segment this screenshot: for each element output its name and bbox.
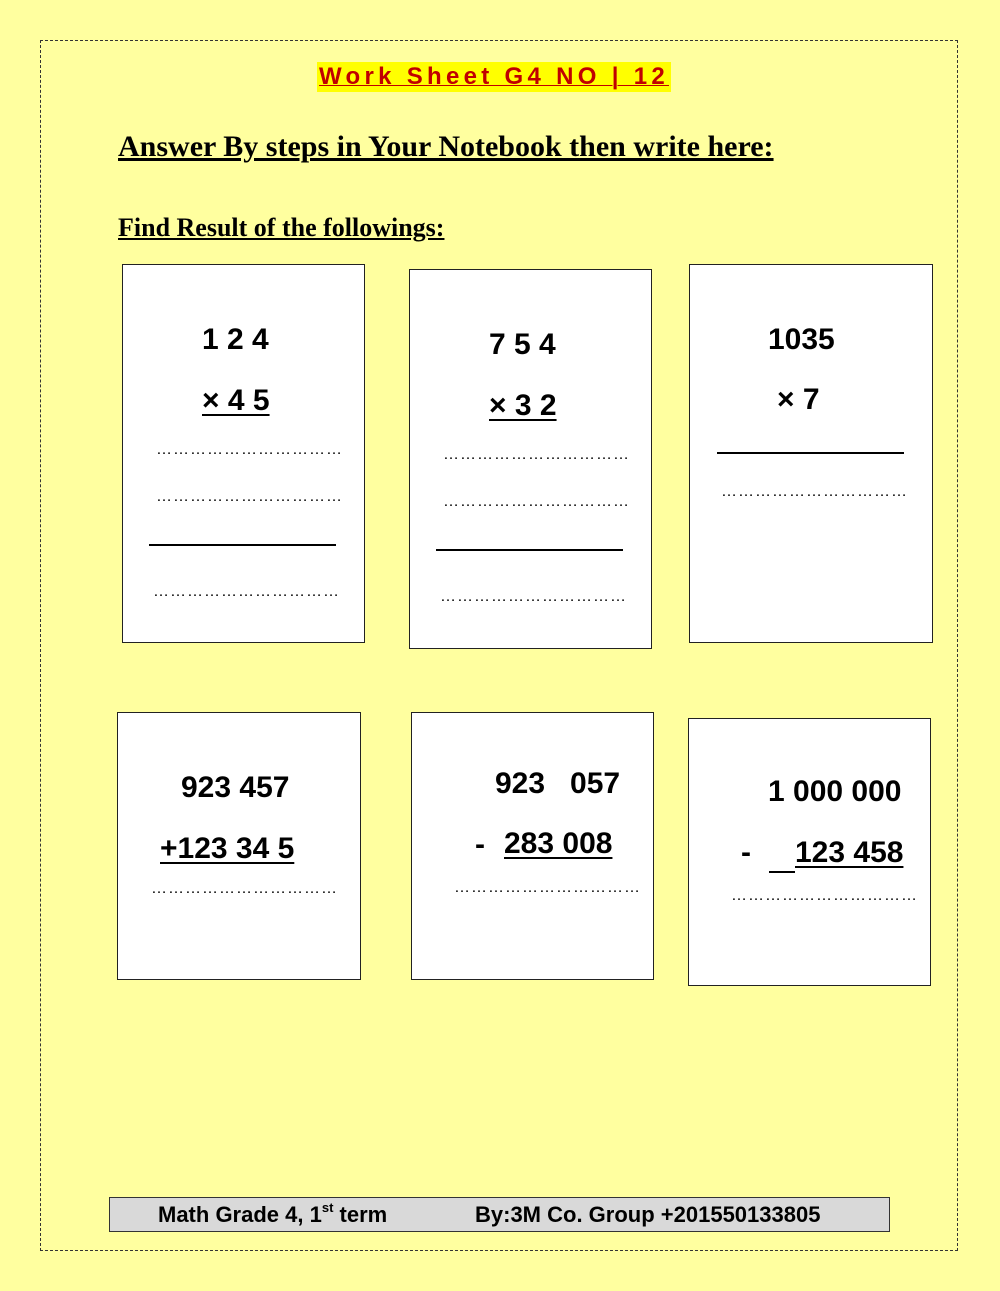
problem-5-bottom-number: 283 008 bbox=[504, 827, 613, 860]
answer-dots[interactable]: …………………………… bbox=[156, 441, 343, 458]
sum-line bbox=[149, 544, 336, 546]
problem-6-operator: - bbox=[741, 836, 751, 869]
footer-course: Math Grade 4, 1st term bbox=[158, 1200, 388, 1227]
product-line bbox=[717, 452, 904, 454]
answer-dots[interactable]: …………………………… bbox=[151, 880, 338, 897]
problem-1-top-number: 1 2 4 bbox=[202, 323, 269, 356]
answer-dots[interactable]: …………………………… bbox=[443, 493, 630, 510]
subtraction-line-extension bbox=[769, 871, 795, 873]
problem-4-top-number: 923 457 bbox=[181, 771, 290, 804]
sum-line bbox=[436, 549, 623, 551]
problem-3-bottom-number: × 7 bbox=[777, 383, 820, 416]
answer-dots[interactable]: …………………………… bbox=[156, 488, 343, 505]
answer-dots[interactable]: …………………………… bbox=[440, 588, 627, 605]
section-subheading: Find Result of the followings: bbox=[118, 213, 445, 242]
problem-5-top-number: 923 057 bbox=[495, 767, 621, 800]
problem-5-operator: - bbox=[475, 828, 485, 861]
answer-dots[interactable]: …………………………… bbox=[153, 583, 340, 600]
problem-box-1 bbox=[122, 264, 365, 643]
problem-2-bottom-number: × 3 2 bbox=[489, 389, 557, 422]
instruction-heading: Answer By steps in Your Notebook then write here: bbox=[118, 130, 774, 163]
problem-box-4 bbox=[117, 712, 361, 980]
answer-dots[interactable]: …………………………… bbox=[721, 483, 908, 500]
problem-4-bottom-number: +123 34 5 bbox=[160, 832, 295, 865]
footer-bar bbox=[109, 1197, 890, 1232]
problem-6-bottom-number: 123 458 bbox=[795, 836, 904, 869]
footer-author: By:3M Co. Group +201550133805 bbox=[475, 1202, 821, 1227]
answer-dots[interactable]: …………………………… bbox=[731, 887, 918, 904]
worksheet-title: Work Sheet G4 NO | 12 bbox=[319, 63, 669, 90]
answer-dots[interactable]: …………………………… bbox=[454, 879, 641, 896]
answer-dots[interactable]: …………………………… bbox=[443, 446, 630, 463]
problem-box-2 bbox=[409, 269, 652, 649]
problem-6-top-number: 1 000 000 bbox=[768, 775, 902, 808]
problem-box-3 bbox=[689, 264, 933, 643]
problem-2-top-number: 7 5 4 bbox=[489, 328, 556, 361]
problem-1-bottom-number: × 4 5 bbox=[202, 384, 270, 417]
problem-box-5 bbox=[411, 712, 654, 980]
problem-3-top-number: 1035 bbox=[768, 323, 835, 356]
problem-box-6 bbox=[688, 718, 931, 986]
